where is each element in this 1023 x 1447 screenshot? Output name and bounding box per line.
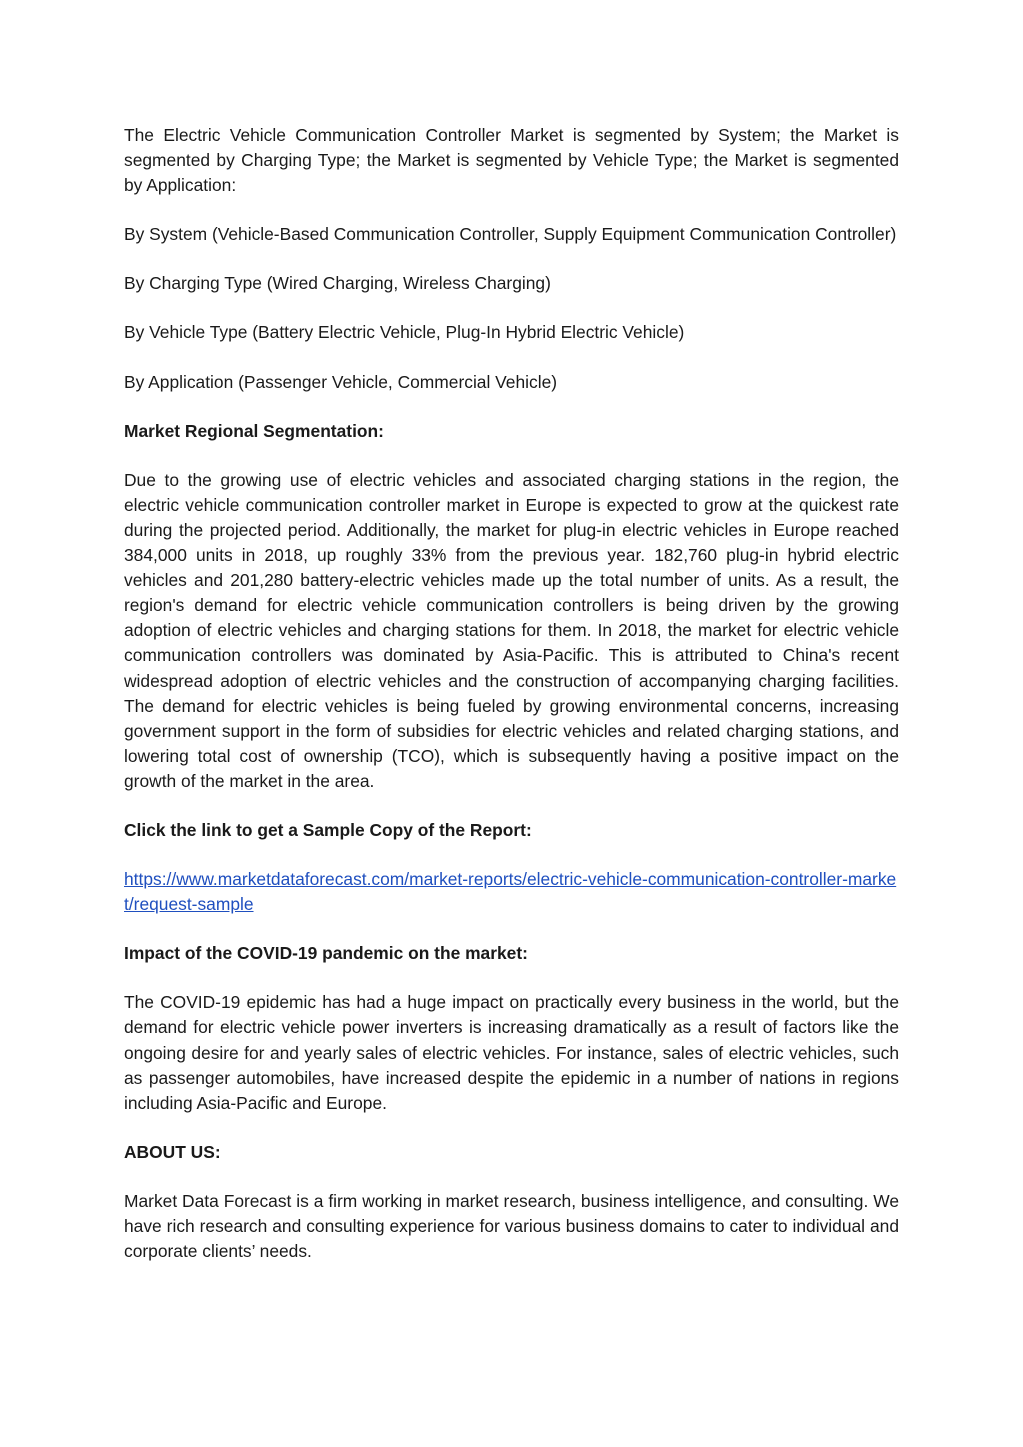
- intro-paragraph: The Electric Vehicle Communication Controller Market is segmented by System; the Market is segmented by Charging Type; the Market is segmented by Vehicle Type; the Market is segmented by Application:: [124, 125, 899, 196]
- segment-vehicle-type: By Vehicle Type (Battery Electric Vehicle, Plug-In Hybrid Electric Vehicle): [124, 322, 685, 343]
- segment-charging-type: By Charging Type (Wired Charging, Wireless Charging): [124, 273, 551, 294]
- segment-application: By Application (Passenger Vehicle, Commercial Vehicle): [124, 371, 558, 392]
- sample-heading: Click the link to get a Sample Copy of the Report:: [124, 819, 532, 840]
- regional-heading: Market Regional Segmentation:: [124, 420, 384, 441]
- document-page: [124, 123, 899, 1288]
- sample-link[interactable]: https://www.marketdataforecast.com/market-reports/electric-vehicle-communication-controller-market/request-sample: [124, 869, 897, 915]
- about-paragraph: Market Data Forecast is a firm working in market research, business intelligence, and consulting. We have rich research and consulting experience for various business domains to cater to individual and corporate clients’ needs.: [124, 1190, 899, 1262]
- regional-paragraph: Due to the growing use of electric vehicles and associated charging stations in the region, the electric vehicle communication controller market in Europe is expected to grow at the quickest rate during the projected period. Additionally, the market for plug-in electric vehicles in Europe reached 384,000 units in 2018, up roughly 33% from the previous year. 182,760 plug-in hybrid electric vehicles and 201,280 battery-electric vehicles made up the total number of units. As a result, the region's demand for electric vehicle communication controllers is being driven by the growing adoption of electric vehicles and charging stations for them. In 2018, the market for electric vehicle communication controllers was dominated by Asia-Pacific. This is attributed to China's recent widespread adoption of electric vehicles and the construction of accompanying charging facilities. The demand for electric vehicles is being fueled by growing environmental concerns, increasing government support in the form of subsidies for electric vehicles and related charging stations, and lowering total cost of ownership (TCO), which is subsequently having a positive impact on the growth of the market in the area.: [124, 469, 899, 791]
- about-heading: ABOUT US:: [124, 1141, 221, 1162]
- covid-heading: Impact of the COVID-19 pandemic on the market:: [124, 943, 528, 964]
- sample-link-container: [124, 867, 899, 917]
- segment-system: By System (Vehicle-Based Communication Controller, Supply Equipment Communication Controller): [124, 224, 897, 245]
- covid-paragraph: The COVID-19 epidemic has had a huge impact on practically every business in the world, but the demand for electric vehicle power inverters is increasing dramatically as a result of factors like the ongoing desire for and yearly sales of electric vehicles. For instance, sales of electric vehicles, such as passenger automobiles, have increased despite the epidemic in a number of nations in regions including Asia-Pacific and Europe.: [124, 992, 899, 1113]
